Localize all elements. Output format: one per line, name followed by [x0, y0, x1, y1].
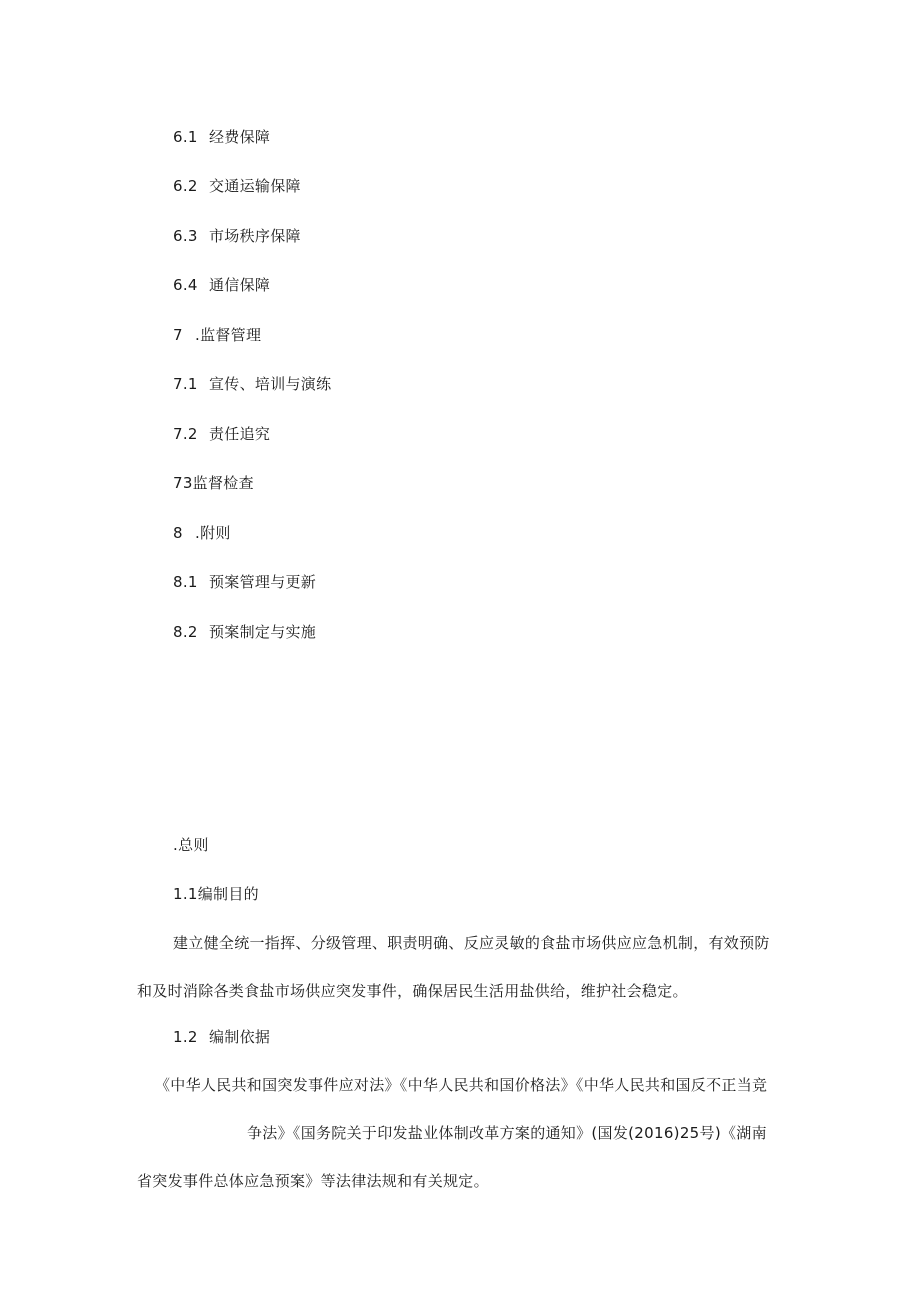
toc-item-7-1 — [173, 374, 331, 394]
toc-title: 责任追究 — [209, 425, 271, 443]
toc-item-6-1 — [173, 127, 270, 147]
toc-title: 经费保障 — [209, 128, 271, 146]
toc-title: 市场秩序保障 — [209, 227, 301, 245]
paragraph-line: 《中华人民共和国突发事件应对法》《中华人民共和国价格法》《中华人民共和国反不正当竞 — [155, 1076, 768, 1094]
paragraph-line: 和及时消除各类食盐市场供应突发事件，确保居民生活用盐供给，维护社会稳定。 — [137, 982, 688, 1000]
toc-number: 6.4 — [173, 276, 198, 294]
toc-item-8 — [173, 523, 231, 543]
toc-item-7-2 — [173, 424, 270, 444]
toc-number: 8 — [173, 524, 183, 542]
toc-number: 7.1 — [173, 375, 198, 393]
toc-title: 预案制定与实施 — [209, 623, 317, 641]
toc-number: 8.1 — [173, 573, 198, 591]
toc-number: 7 — [173, 326, 183, 344]
subsection-heading-1-2 — [173, 1027, 270, 1047]
toc-number: 6.3 — [173, 227, 198, 245]
toc-title: 预案管理与更新 — [209, 573, 317, 591]
toc-number: 8.2 — [173, 623, 198, 641]
subsection-heading-1-1: 1.1编制目的 — [173, 885, 259, 903]
paragraph-line: 建立健全统一指挥、分级管理、职责明确、反应灵敏的食盐市场供应应急机制，有效预防 — [173, 934, 770, 952]
toc-item-8-1 — [173, 572, 316, 592]
paragraph-line: 省突发事件总体应急预案》等法律法规和有关规定。 — [137, 1172, 489, 1190]
toc-item-7-3: 73监督检查 — [173, 474, 254, 492]
toc-title: 通信保障 — [209, 276, 271, 294]
toc-item-8-2 — [173, 622, 316, 642]
toc-title: .附则 — [195, 524, 231, 542]
toc-number: 6.1 — [173, 128, 198, 146]
toc-item-6-4 — [173, 275, 270, 295]
toc-number: 6.2 — [173, 177, 198, 195]
toc-title: 交通运输保障 — [209, 177, 301, 195]
heading-title: 编制依据 — [209, 1028, 271, 1046]
toc-item-6-2 — [173, 176, 301, 196]
paragraph-line: 争法》《国务院关于印发盐业体制改革方案的通知》(国发(2016)25号)《湖南 — [247, 1124, 767, 1142]
heading-number: 1.2 — [173, 1028, 198, 1046]
toc-item-7 — [173, 325, 261, 345]
toc-title: .监督管理 — [195, 326, 262, 344]
section-heading: .总则 — [173, 836, 209, 854]
toc-item-6-3 — [173, 226, 301, 246]
toc-number: 7.2 — [173, 425, 198, 443]
toc-title: 宣传、培训与演练 — [209, 375, 332, 393]
